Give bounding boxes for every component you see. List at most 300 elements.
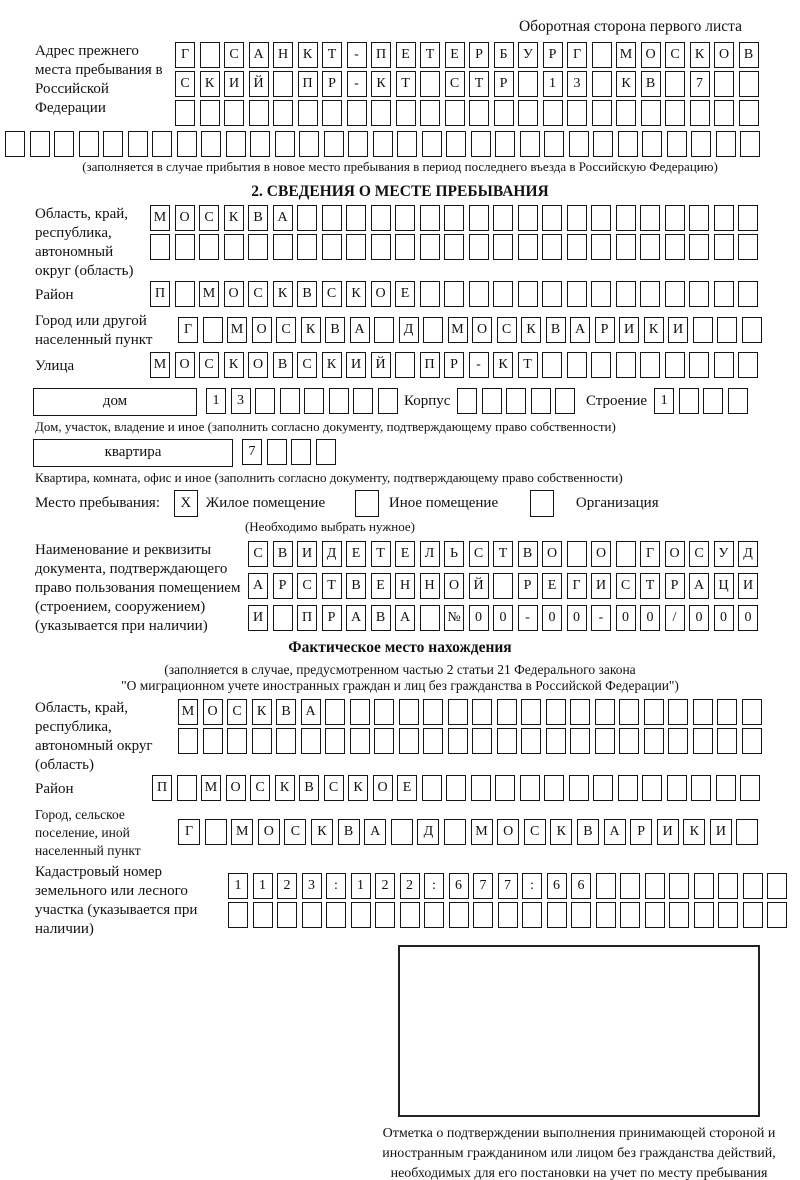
char-box[interactable] [30,131,50,157]
char-box[interactable] [668,699,688,725]
char-box[interactable] [616,281,636,307]
char-box[interactable] [203,317,223,343]
char-box[interactable] [518,71,538,97]
char-box[interactable] [767,902,787,928]
char-box[interactable]: Е [395,281,415,307]
char-box[interactable]: Ь [444,541,464,567]
char-box[interactable] [717,317,737,343]
char-box[interactable] [378,388,398,414]
char-box[interactable]: В [299,775,319,801]
char-box[interactable] [691,775,711,801]
char-box[interactable]: И [591,573,611,599]
char-box[interactable]: 0 [616,605,636,631]
char-box[interactable] [717,699,737,725]
char-box[interactable] [267,439,287,465]
char-box[interactable]: Д [399,317,419,343]
char-box[interactable]: А [249,42,269,68]
char-box[interactable] [322,205,342,231]
char-box[interactable] [593,775,613,801]
char-box[interactable] [444,281,464,307]
char-box[interactable]: Н [420,573,440,599]
char-box[interactable]: - [347,42,367,68]
char-box[interactable]: Е [371,573,391,599]
char-box[interactable] [420,605,440,631]
char-box[interactable] [668,728,688,754]
char-box[interactable] [616,100,636,126]
char-box[interactable]: 6 [547,873,567,899]
char-box[interactable] [375,902,395,928]
char-box[interactable]: 7 [473,873,493,899]
char-box[interactable] [420,234,440,260]
char-box[interactable] [322,234,342,260]
char-box[interactable] [640,281,660,307]
char-box[interactable]: - [591,605,611,631]
char-box[interactable]: М [150,352,170,378]
char-box[interactable]: К [346,281,366,307]
char-box[interactable]: Т [322,573,342,599]
char-box[interactable] [718,902,738,928]
char-box[interactable] [665,205,685,231]
char-box[interactable] [738,205,758,231]
char-box[interactable] [531,388,551,414]
char-box[interactable]: Р [630,819,652,845]
char-box[interactable] [506,388,526,414]
char-box[interactable] [567,541,587,567]
char-box[interactable] [471,775,491,801]
char-box[interactable] [567,100,587,126]
char-box[interactable]: В [273,541,293,567]
char-box[interactable] [544,131,564,157]
char-box[interactable] [591,234,611,260]
char-box[interactable] [224,100,244,126]
char-box[interactable] [570,728,590,754]
char-box[interactable] [424,902,444,928]
char-box[interactable] [690,100,710,126]
char-box[interactable]: М [201,775,221,801]
char-box[interactable] [520,131,540,157]
char-box[interactable] [569,775,589,801]
char-box[interactable] [619,699,639,725]
char-box[interactable] [248,234,268,260]
char-box[interactable] [740,131,760,157]
char-box[interactable]: Т [396,71,416,97]
char-box[interactable]: К [200,71,220,97]
char-box[interactable] [128,131,148,157]
char-box[interactable]: К [690,42,710,68]
char-box[interactable] [446,131,466,157]
char-box[interactable] [616,541,636,567]
char-box[interactable] [547,902,567,928]
char-box[interactable] [399,699,419,725]
char-box[interactable] [592,71,612,97]
char-box[interactable]: Г [178,819,200,845]
char-box[interactable]: Р [273,573,293,599]
char-box[interactable] [445,100,465,126]
char-box[interactable] [297,234,317,260]
char-box[interactable] [693,317,713,343]
char-box[interactable] [618,775,638,801]
char-box[interactable]: С [445,71,465,97]
char-box[interactable]: В [371,605,391,631]
char-box[interactable] [446,775,466,801]
char-box[interactable]: П [420,352,440,378]
char-box[interactable] [255,388,275,414]
char-box[interactable] [520,775,540,801]
char-box[interactable]: К [322,352,342,378]
char-box[interactable] [665,71,685,97]
char-box[interactable] [542,205,562,231]
char-box[interactable] [640,352,660,378]
char-box[interactable]: Т [322,42,342,68]
char-box[interactable] [518,100,538,126]
char-box[interactable] [714,71,734,97]
char-box[interactable] [471,131,491,157]
char-box[interactable]: 1 [351,873,371,899]
char-box[interactable]: И [224,71,244,97]
char-box[interactable] [645,873,665,899]
char-box[interactable]: О [714,42,734,68]
char-box[interactable]: 7 [498,873,518,899]
char-box[interactable] [298,100,318,126]
char-box[interactable] [199,234,219,260]
char-box[interactable] [374,317,394,343]
char-box[interactable] [691,131,711,157]
char-box[interactable] [374,728,394,754]
char-box[interactable] [273,100,293,126]
char-box[interactable]: О [444,573,464,599]
char-box[interactable]: Г [567,573,587,599]
char-box[interactable] [322,100,342,126]
char-box[interactable]: К [371,71,391,97]
char-box[interactable] [644,699,664,725]
char-box[interactable]: П [298,71,318,97]
char-box[interactable]: А [364,819,386,845]
char-box[interactable]: / [665,605,685,631]
char-box[interactable]: У [518,42,538,68]
char-box[interactable]: П [152,775,172,801]
char-box[interactable]: Е [346,541,366,567]
char-box[interactable]: Т [469,71,489,97]
char-box[interactable]: 0 [493,605,513,631]
char-box[interactable] [422,775,442,801]
char-box[interactable] [521,699,541,725]
char-box[interactable] [205,819,227,845]
char-box[interactable]: М [227,317,247,343]
char-box[interactable] [518,234,538,260]
char-box[interactable] [152,131,172,157]
char-box[interactable] [689,281,709,307]
char-box[interactable]: 6 [571,873,591,899]
char-box[interactable] [444,234,464,260]
char-box[interactable]: В [518,541,538,567]
char-box[interactable] [644,728,664,754]
char-box[interactable] [493,281,513,307]
char-box[interactable] [291,439,311,465]
char-box[interactable]: К [273,281,293,307]
char-box[interactable]: Т [420,42,440,68]
char-box[interactable] [679,388,699,414]
char-box[interactable] [728,388,748,414]
char-box[interactable] [472,728,492,754]
char-box[interactable]: О [497,819,519,845]
char-box[interactable]: С [250,775,270,801]
char-box[interactable]: - [469,352,489,378]
char-box[interactable]: К [224,205,244,231]
char-box[interactable]: М [178,699,198,725]
char-box[interactable] [371,100,391,126]
char-box[interactable] [400,902,420,928]
char-box[interactable] [201,131,221,157]
char-box[interactable]: Р [543,42,563,68]
char-box[interactable]: 0 [640,605,660,631]
char-box[interactable] [567,234,587,260]
char-box[interactable]: М [448,317,468,343]
char-box[interactable] [716,131,736,157]
char-box[interactable] [616,234,636,260]
char-box[interactable]: 0 [689,605,709,631]
char-box[interactable]: 1 [228,873,248,899]
char-box[interactable]: 0 [738,605,758,631]
char-box[interactable] [669,902,689,928]
char-box[interactable] [252,728,272,754]
char-box[interactable]: К [275,775,295,801]
char-box[interactable] [497,699,517,725]
char-box[interactable] [299,131,319,157]
char-box[interactable]: С [297,352,317,378]
char-box[interactable]: И [668,317,688,343]
char-box[interactable] [689,234,709,260]
char-box[interactable] [150,234,170,260]
char-box[interactable]: 2 [375,873,395,899]
char-box[interactable] [620,873,640,899]
char-box[interactable] [742,699,762,725]
char-box[interactable]: В [739,42,759,68]
char-box[interactable]: И [619,317,639,343]
char-box[interactable] [448,728,468,754]
char-box[interactable] [693,699,713,725]
char-box[interactable]: О [373,775,393,801]
char-box[interactable]: Т [493,541,513,567]
char-box[interactable]: О [203,699,223,725]
char-box[interactable] [591,205,611,231]
char-box[interactable]: С [284,819,306,845]
char-box[interactable] [593,131,613,157]
char-box[interactable]: С [175,71,195,97]
char-box[interactable] [716,775,736,801]
char-box[interactable] [395,234,415,260]
char-box[interactable]: 1 [206,388,226,414]
char-box[interactable] [346,205,366,231]
char-box[interactable] [569,131,589,157]
char-box[interactable]: Р [322,71,342,97]
char-box[interactable]: 7 [690,71,710,97]
char-box[interactable] [498,902,518,928]
char-box[interactable] [738,234,758,260]
char-box[interactable]: 3 [567,71,587,97]
char-box[interactable]: Г [640,541,660,567]
char-box[interactable]: Е [395,541,415,567]
char-box[interactable] [226,131,246,157]
char-box[interactable] [348,131,368,157]
char-box[interactable] [250,131,270,157]
char-box[interactable]: 0 [714,605,734,631]
char-box[interactable]: В [276,699,296,725]
char-box[interactable]: К [644,317,664,343]
char-box[interactable] [542,234,562,260]
char-box[interactable]: Р [322,605,342,631]
char-box[interactable] [422,131,442,157]
char-box[interactable]: А [350,317,370,343]
char-box[interactable] [351,902,371,928]
char-box[interactable]: 1 [253,873,273,899]
char-box[interactable]: : [326,873,346,899]
char-box[interactable] [371,234,391,260]
char-box[interactable]: И [738,573,758,599]
char-box[interactable]: С [524,819,546,845]
char-box[interactable]: О [175,205,195,231]
char-box[interactable]: С [227,699,247,725]
char-box[interactable]: М [616,42,636,68]
char-box[interactable] [665,352,685,378]
char-box[interactable]: Л [420,541,440,567]
char-box[interactable]: А [604,819,626,845]
char-box[interactable] [596,902,616,928]
char-box[interactable] [353,388,373,414]
char-box[interactable] [200,42,220,68]
char-box[interactable] [326,902,346,928]
char-box[interactable] [689,352,709,378]
char-box[interactable]: Т [518,352,538,378]
char-box[interactable] [620,902,640,928]
char-box[interactable]: О [472,317,492,343]
char-box[interactable]: М [231,819,253,845]
char-box[interactable]: С [248,281,268,307]
char-box[interactable] [371,205,391,231]
char-box[interactable]: Е [542,573,562,599]
char-box[interactable] [495,775,515,801]
char-box[interactable]: Р [595,317,615,343]
char-box[interactable]: Г [175,42,195,68]
char-box[interactable] [280,388,300,414]
char-box[interactable] [397,131,417,157]
char-box[interactable] [301,728,321,754]
char-box[interactable] [570,699,590,725]
char-box[interactable] [177,775,197,801]
char-box[interactable] [640,234,660,260]
char-box[interactable]: С [665,42,685,68]
char-box[interactable]: А [395,605,415,631]
char-box[interactable] [324,131,344,157]
char-box[interactable] [739,71,759,97]
char-box[interactable]: Д [322,541,342,567]
char-box[interactable]: Е [396,42,416,68]
char-box[interactable]: С [497,317,517,343]
char-box[interactable]: О [641,42,661,68]
char-box[interactable] [546,699,566,725]
char-box[interactable] [275,131,295,157]
char-box[interactable] [642,131,662,157]
char-box[interactable] [395,352,415,378]
char-box[interactable]: А [689,573,709,599]
char-box[interactable] [276,728,296,754]
char-box[interactable] [522,902,542,928]
char-box[interactable]: 7 [242,439,262,465]
char-box[interactable] [546,728,566,754]
char-box[interactable] [273,71,293,97]
char-box[interactable] [420,281,440,307]
char-box[interactable] [714,234,734,260]
char-box[interactable] [420,71,440,97]
char-box[interactable] [493,573,513,599]
char-box[interactable] [325,699,345,725]
char-box[interactable]: С [224,42,244,68]
char-box[interactable]: В [297,281,317,307]
char-box[interactable]: Д [417,819,439,845]
char-box[interactable]: 0 [542,605,562,631]
char-box[interactable]: О [665,541,685,567]
char-box[interactable] [444,205,464,231]
char-box[interactable]: О [252,317,272,343]
char-box[interactable]: О [175,352,195,378]
char-box[interactable]: Д [738,541,758,567]
char-box[interactable]: О [591,541,611,567]
char-box[interactable] [694,902,714,928]
char-box[interactable] [493,205,513,231]
char-box[interactable] [175,234,195,260]
char-box[interactable] [200,100,220,126]
char-box[interactable]: - [347,71,367,97]
char-box[interactable] [642,775,662,801]
char-box[interactable]: О [248,352,268,378]
char-box[interactable]: К [683,819,705,845]
char-box[interactable]: 3 [231,388,251,414]
char-box[interactable]: П [371,42,391,68]
char-box[interactable]: Т [371,541,391,567]
char-box[interactable] [228,902,248,928]
char-box[interactable]: В [641,71,661,97]
char-box[interactable]: М [471,819,493,845]
char-box[interactable]: К [521,317,541,343]
char-box[interactable] [743,902,763,928]
char-box[interactable]: П [150,281,170,307]
char-box[interactable]: О [226,775,246,801]
char-box[interactable]: С [322,281,342,307]
char-box[interactable] [665,100,685,126]
char-box[interactable]: А [248,573,268,599]
char-box[interactable]: С [199,352,219,378]
char-box[interactable] [641,100,661,126]
char-box[interactable]: С [324,775,344,801]
char-box[interactable]: Ц [714,573,734,599]
char-box[interactable] [493,234,513,260]
char-box[interactable] [667,775,687,801]
char-box[interactable] [249,100,269,126]
char-box[interactable]: К [301,317,321,343]
char-box[interactable] [423,699,443,725]
char-box[interactable]: Р [469,42,489,68]
char-box[interactable]: 0 [469,605,489,631]
char-box[interactable] [473,902,493,928]
char-box[interactable] [571,902,591,928]
char-box[interactable] [316,439,336,465]
char-box[interactable]: 2 [400,873,420,899]
char-box[interactable] [420,205,440,231]
char-box[interactable]: 6 [449,873,469,899]
char-box[interactable] [346,234,366,260]
char-box[interactable] [350,699,370,725]
char-box[interactable]: Е [445,42,465,68]
char-box[interactable] [273,234,293,260]
